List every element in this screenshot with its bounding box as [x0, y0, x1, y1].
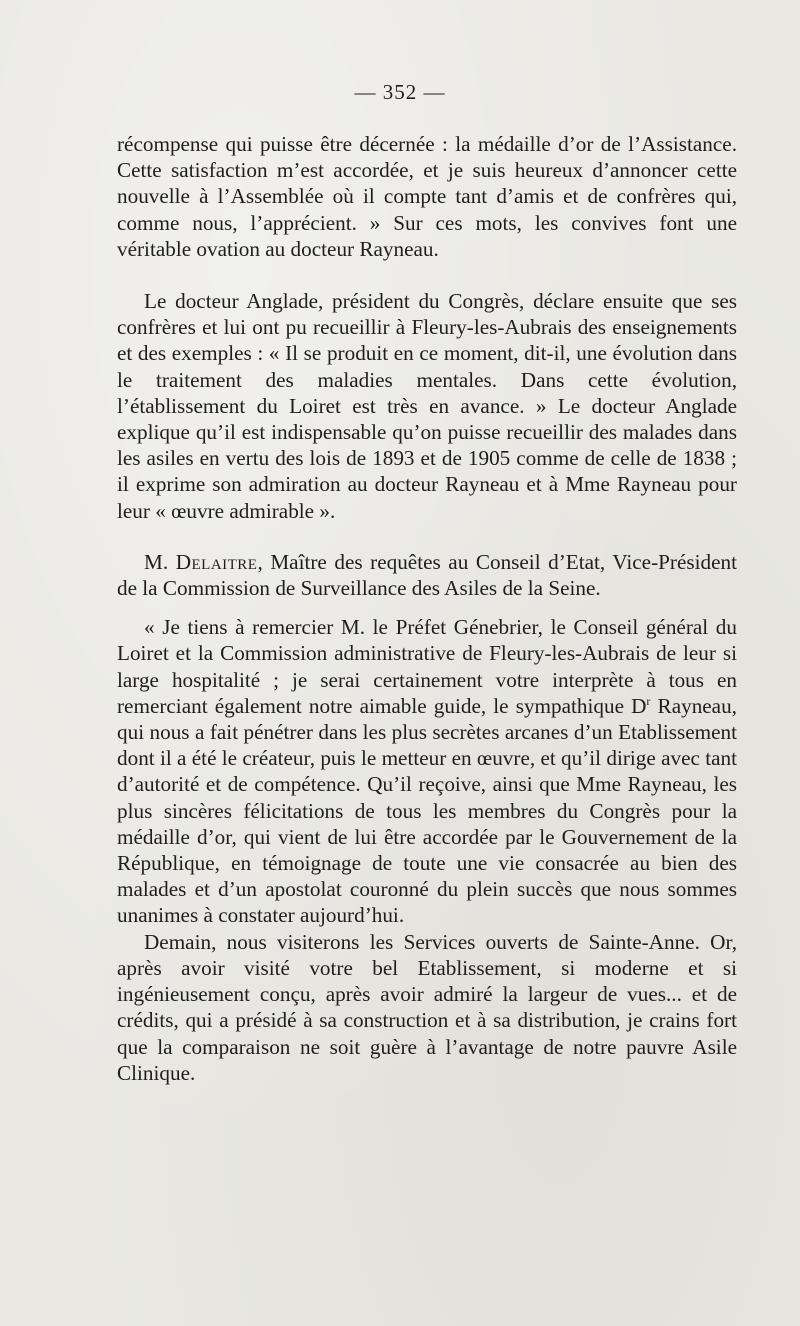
speaker-prefix: M.	[144, 549, 176, 574]
page-number: — 352 —	[354, 80, 446, 104]
paragraph-1: récompense qui puisse être décernée : la médaille d’or de l’Assistance. Cette satisfaction m’est accordée, et je suis heureux d’annoncer cette nouvelle à l’Assemblée où il compte tant d’amis et de confrères qui, comme nous, l’apprécient. » Sur ces mots, les convives font une véritable ovation au docteur Rayneau.	[117, 132, 737, 261]
speaker-name: Delaitre	[175, 549, 258, 574]
speech-text-before: « Je tiens à remercier M. le Préfet Génebrier, le Conseil général du Loiret et la Commission administrative de Fleury-les-Aubrais de leur si large hospitalité ; je serai certainement votre interprète à tous en remerciant également notre aimable guide, le sympathique D	[117, 615, 737, 718]
paragraph-2: Le docteur Anglade, président du Congrès, déclare ensuite que ses confrères et lui ont pu recueillir à Fleury-les-Aubrais des enseignements et des exemples : « Il se produit en ce moment, dit-il, une évolution dans le traitement des maladies mentales. Dans cette évolution, l’établissement du Loiret est très en avance. » Le docteur Anglade explique qu’il est indispensable qu’on puisse recueillir des malades dans les asiles en vertu des lois de 1893 et de 1905 comme de celle de 1838 ; il exprime son admiration au docteur Rayneau et à Mme Rayneau pour leur « œuvre admirable ».	[117, 289, 737, 523]
speaker-paragraph	[117, 549, 737, 601]
speech-paragraph	[117, 614, 737, 928]
page-body	[117, 131, 737, 1086]
speaker-title: , Maître des requêtes au Conseil d’Etat, Vice-Président de la Commission de Surveillance des Asiles de la Seine.	[117, 549, 737, 601]
closing-paragraph: Demain, nous visiterons les Services ouverts de Sainte-Anne. Or, après avoir visité votre bel Etablissement, si moderne et si ingénieusement conçu, après avoir admiré la largeur de vues... et de crédits, qui a présidé à sa construction et à sa distribution, je crains fort que la comparaison ne soit guère à l’avantage de notre pauvre Asile Clinique.	[117, 929, 737, 1085]
doctor-abbrev-superscript: r	[646, 693, 651, 708]
speech-text-after: Rayneau, qui nous a fait pénétrer dans les plus secrètes arcanes d’un Etablissement dont il a été le créateur, puis le metteur en œuvre, et qu’il dirige avec tant d’autorité et de compétence. Qu’il reçoive, ainsi que Mme Rayneau, les plus sincères félicitations de tous les membres du Congrès pour la médaille d’or, qui vient de lui être accordée par le Gouvernement de la République, en témoignage de toute une vie consacrée au bien des malades et d’un apostolat couronné du plein succès que nous sommes unanimes à constater aujourd’hui.	[117, 693, 737, 928]
